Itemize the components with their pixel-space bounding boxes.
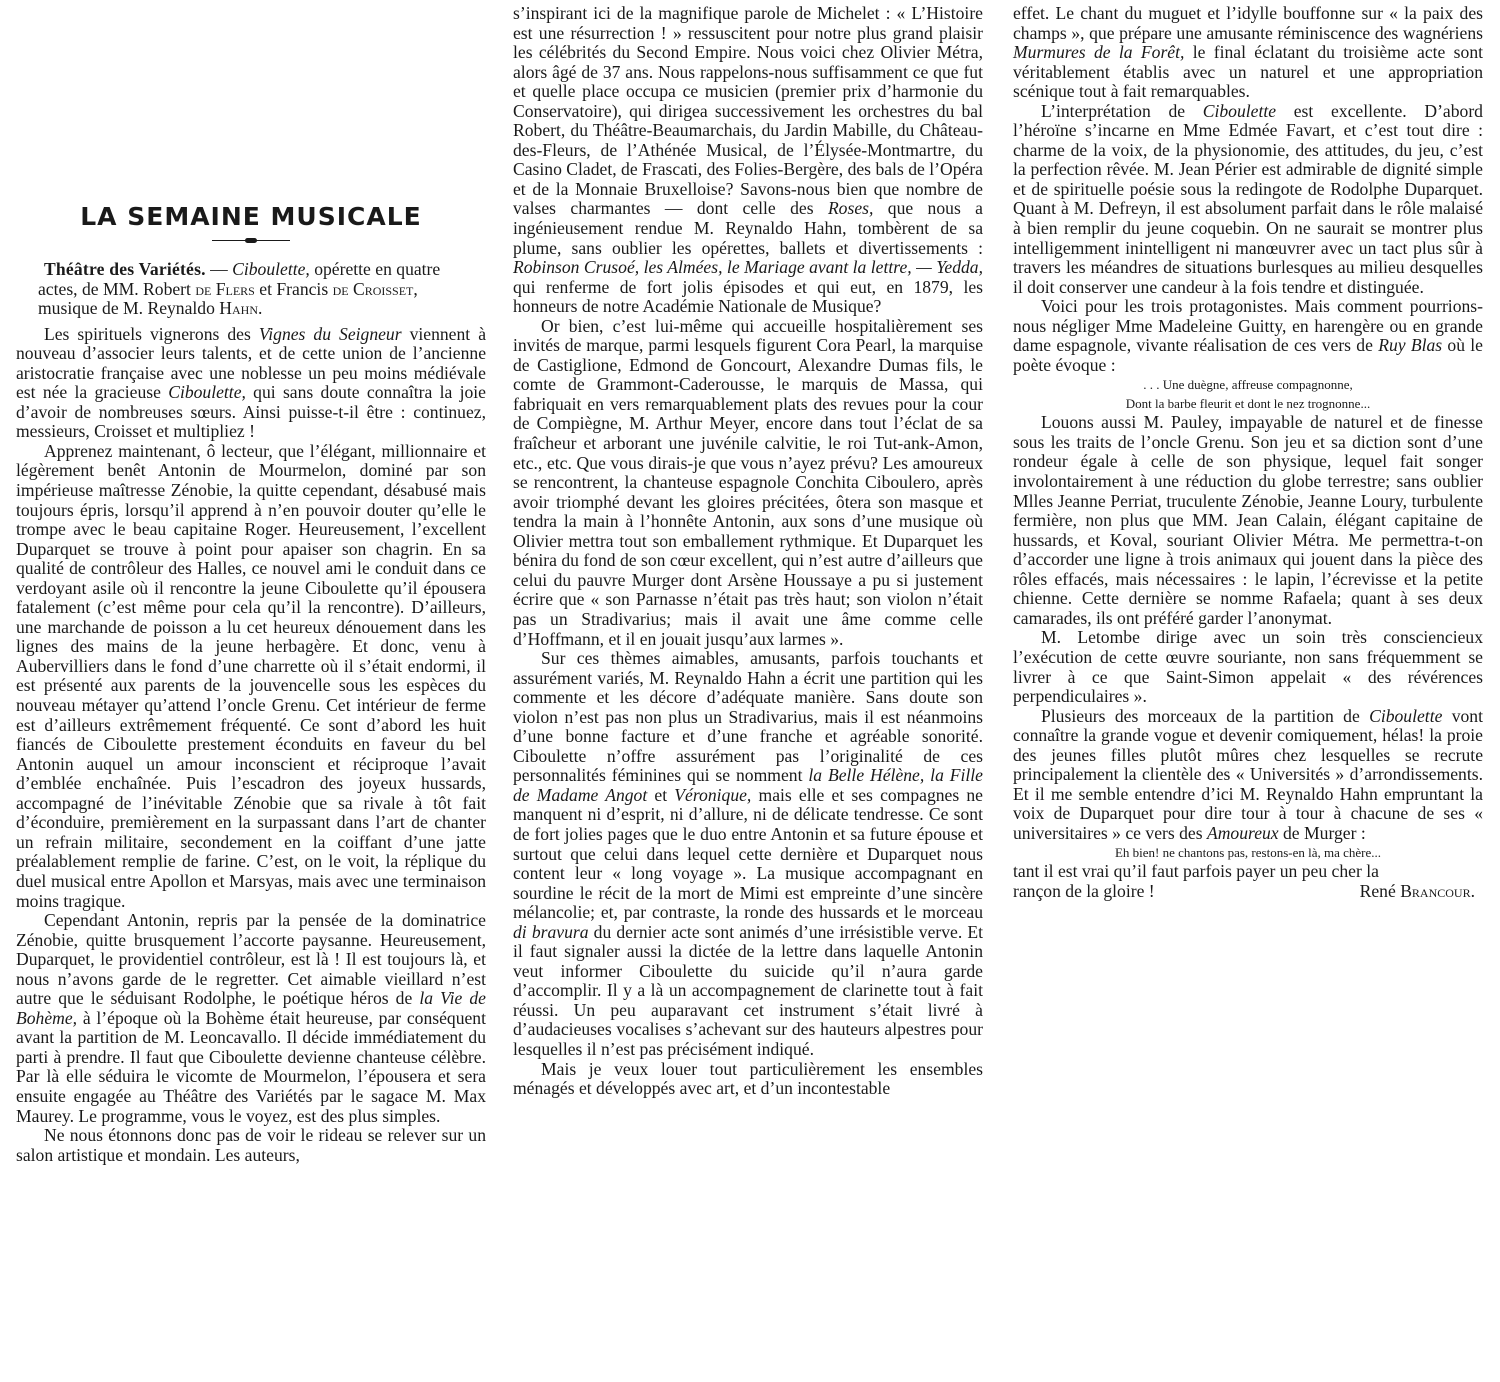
paragraph-closing: tant il est vrai qu’il faut parfois payer un peu cher la	[1013, 861, 1379, 882]
paragraph: Or bien, c’est lui-même qui accueille hospitalièrement ses invités de marque, parmi lesquels figurent Cora Pearl, la marquise de Castiglione, Edmond de Goncourt, Alexandre Dumas fils, le comte de Grammont-Caderousse, le marquis de Massa, qui fabriquait en vers remarquablement plats des revues pour la cour de Compiègne, M. Arthur Meyer, encore dans tout l’éclat de sa fraîcheur et arborant une juvénile calvitie, le roi Tut-ank-Amon, etc., etc. Que vous dirais-je que vous n’ayez prévu? Les amoureux se rencontrent, la chanteuse espagnole Conchita Ciboulero, après avoir triomphé devant les gloires précitées, ôtera son masque et tendra la main à l’honnête Antonin, aux sons d’une musique où Olivier mettra tout son emballement rythmique. Et Duparquet les bénira du fond de son cœur excellent, qui n’est autre d’ailleurs que celui du pauvre Murger dont Arsène Houssaye a pu si justement écrire que « son Parnasse n’était pas très haut; son violon n’était pas un Stradivarius; mais il avait une âme comme celle d’Hoffmann, et il en jouait jusqu’aux larmes ».	[513, 315, 983, 649]
verse-quote: Eh bien! ne chantons pas, restons-en là, ma chère...	[1114, 845, 1382, 861]
theatre-name: Théâtre des Variétés.	[44, 259, 206, 279]
paragraph: Les spirituels vignerons des Vignes du Seigneur viennent à nouveau d’associer leurs talents, et de cette union de l’ancienne aristocratie française avec une noblesse un peu moins médiévale est née la gracieuse Ciboulette, qui sans doute connaîtra la joie d’avoir de nombreuses sœurs. Ainsi puisse-t-il être : continuez, messieurs, Croisset et multipliez !	[16, 323, 487, 442]
verse-quote: . . . Une duègne, affreuse compagnonne, Dont la barbe fleurit et dont le nez trognonne...	[1125, 377, 1371, 412]
paragraph: Apprenez maintenant, ô lecteur, que l’élégant, millionnaire et légèrement benêt Antonin de Mourmelon, dominé par son impérieuse maîtresse Zénobie, la quitte cependant, désabusé mais toujours épris, lorsqu’il apprend à n’en pouvoir douter qu’elle le trompe avec le beau capitaine Roger. Heureusement, l’excellent Duparquet se trouve à point pour apaiser son chagrin. En sa qualité de contrôleur des Halles, ce nouvel ami le conduit dans ce verdoyant asile où il rencontre la jeune Ciboulette qu’il épousera fatalement (c’est même pour cela qu’il la rencontre). D’ailleurs, une marchande de poisson a lu cet heureux dénouement dans les lignes des mains de la jeune herbagère. Et donc, venu à Aubervilliers dans le fond d’une charrette où il s’était endormi, il est présenté aux parents de la jouvencelle sous les espèces du nouveau métayer qu’attend l’oncle Grenu. Cet intérieur de ferme est d’ailleurs extrêmement fréquenté. Ce sont d’abord les huit fiancés de Ciboulette prestement éconduits en faveur du bel Antonin auquel un amour inconscient et réciproque l’avait d’emblée enchaînée. Puis l’escadron des joyeux hussards, accompagné de l’inévitable Zénobie que sa rivale à tôt fait d’éconduire, premièrement en la surpassant dans l’art de chanter un refrain militaire, secondement en la coiffant d’une jatte préalablement remplie de farine. C’est, on le voit, la réplique du duel musical entre Apollon et Marsyas, mais avec une terminaison moins tragique.	[16, 440, 486, 911]
column-3	[1013, 4, 1483, 902]
paragraph: L’interprétation de Ciboulette est excellente. D’abord l’héroïne s’incarne en Mme Edmée Favart, et c’est tout dire : charme de la voix, de la physionomie, des attitudes, du jeu, c’est la perfection rêvée. M. Jean Périer est admirable de dignité simple et de spirituelle poésie sous la redingote de Rodolphe Duparquet. Quant à M. Defreyn, il est absolument parfait dans le rôle malaisé à bien remplir du jeune coquebin. On ne saurait se montrer plus intelligemment inintelligent ni manœuvrer avec un tact plus sûr à travers les méandres de situations burlesques au milieu desquelles il doit conserver une candeur à la fois tendre et distinguée.	[1013, 100, 1483, 297]
paragraph: s’inspirant ici de la magnifique parole de Michelet : « L’Histoire est une résurrection ! » ressuscitent pour notre plus grand plaisir les célébrités du Second Empire. Nous voici chez Olivier Métra, alors âgé de 37 ans. Nous rappelons-nous suffisamment ce que fut et quelle place occupa ce musicien (premier prix d’harmonie du Conservatoire), qui dirigea successivement les orchestres du bal Robert, du Théâtre-Beaumarchais, du Jardin Mabille, du Château-des-Fleurs, de l’Athénée Musical, de l’Élysée-Montmartre, du Casino Cladet, de Frascati, des Folies-Bergère, des bals de l’Opéra et de la Monnaie Bruxelloise? Savons-nous bien que nombre de valses charmantes — dont celle des Roses, que nous a ingénieusement rendue M. Reynaldo Hahn, tombèrent de sa plume, sans oublier les opérettes, ballets et divertissements : Robinson Crusoé, les Almées, le Mariage avant la lettre, — Yedda, qui renferme de fort jolis épisodes et qui eut, en 1879, les honneurs de notre Académie Nationale de Musique?	[513, 3, 983, 317]
column-2	[513, 4, 983, 1099]
title-ornament	[212, 236, 290, 246]
author-signature: René Brancour.	[1359, 880, 1475, 901]
signature-line: rançon de la gloire ! René Brancour.	[1013, 882, 1483, 902]
article-heading-credits: actes, de MM. Robert de Flers et Francis de Croisset, musique de M. Reynaldo Hahn.	[38, 278, 418, 319]
paragraph: Louons aussi M. Pauley, impayable de naturel et de finesse sous les traits de l’oncle Grenu. Son jeu et sa diction sont d’une rondeur égale à celle de son physique, lequel fait songer involontairement à une réduction du globe terrestre; sans oublier Mlles Jeanne Perriat, truculente Zénobie, Jeanne Loury, turbulente fermière, non plus que MM. Jean Calain, élégant capitaine de hussards, et Koval, souriant Olivier Métra. Me permettra-t-on d’accorder une ligne à trois animaux qui jouent dans la pièce des rôles effacés, mais nécessaires : le lapin, l’écrevisse et la petite chienne. Cette dernière se nomme Rafaela; quant à ses deux camarades, ils ont préféré garder l’anonymat.	[1013, 412, 1483, 628]
paragraph: Cependant Antonin, repris par la pensée de la dominatrice Zénobie, quitte brusquement l’accorte paysanne. Heureusement, Duparquet, le providentiel contrôleur, est là ! Il est toujours là, et nous n’avons garde de le regretter. Cet aimable vieillard n’est autre que le séduisant Rodolphe, le poétique héros de la Vie de Bohème, à l’époque où la Bohème était heureuse, par conséquent avant la partition de M. Leoncavallo. Il décide immédiatement du parti à prendre. Il faut que Ciboulette devienne chanteuse célèbre. Par là elle séduira le vicomte de Mourmelon, l’épousera et sera ensuite engagée au Théâtre des Variétés par le sagace M. Max Maurey. Le programme, vous le voyez, est des plus simples.	[16, 910, 486, 1126]
paragraph: Sur ces thèmes aimables, amusants, parfois touchants et assurément variés, M. Reynaldo Hahn a écrit une partition qui les commente et les décore d’adéquate manière. Sans doute son violon n’est pas non plus un Stradivarius, mais il est néanmoins d’une bonne facture et d’une franche et agréable sonorité. Ciboulette n’offre assurément pas l’originalité de ces personnalités féminines qui se nomment la Belle Hélène, la Fille de Madame Angot et Véronique, mais elle et ses compagnes ne manquent ni d’esprit, ni d’allure, ni de délicate tendresse. Ce sont de fort jolies pages que le duo entre Antonin et sa future épouse et surtout que celui dans lequel cette dernière et Duparquet nous content leur « long voyage ». La musique accompagnant en sourdine le récit de la mort de Mimi est empreinte d’une sincère mélancolie; et, par contraste, la ronde des hussards et le morceau di bravura du dernier acte sont animés d’une irrésistible verve. Et il faut signaler aussi la dictée de la lettre dans laquelle Antonin veut informer Ciboulette du suicide qu’il n’aura garde d’accomplir. Il y a là un accompagnement de clarinette tout à fait réussi. Un peu auparavant cet instrument s’était livré à d’audacieuses vocalises s’achevant sur des hauteurs alpestres pour lesquelles il n’est pas précisément indiqué.	[513, 648, 984, 1059]
paragraph: Ne nous étonnons donc pas de voir le rideau se relever sur un salon artistique et mondain. Les auteurs,	[16, 1125, 486, 1165]
article-heading: Théâtre des Variétés. — Ciboulette, opérette en quatre	[44, 259, 441, 279]
paragraph: effet. Le chant du muguet et l’idylle bouffonne sur « la paix des champs », que prépare une amusante réminiscence des wagnériens Murmures de la Forêt, le final éclatant du troisième acte sont véritablement établis avec un naturel et une appropriation scénique tout à fait remarquables.	[1013, 3, 1484, 102]
paragraph: Mais je veux louer tout particulièrement les ensembles ménagés et développés avec art, et d’un incontestable	[513, 1058, 983, 1099]
column-1	[16, 202, 486, 1165]
paragraph: Plusieurs des morceaux de la partition de Ciboulette vont connaître la grande vogue et devenir comiquement, hélas! la proie des jeunes filles plutôt mûres chez lesquelles se recrute principalement la clientèle des « Universités » d’arrondissements. Et il me semble entendre d’ici M. Reynaldo Hahn empruntant la voix de Duparquet pour dire tour à tour à chacune de ses « universitaires » ce vers des Amoureux de Murger :	[1013, 705, 1483, 843]
article-title: LA SEMAINE MUSICALE	[80, 202, 422, 231]
paragraph: Voici pour les trois protagonistes. Mais comment pourrions-nous négliger Mme Madeleine Guitty, en harengère ou en grande dame espagnole, vivante réalisation de ces vers de Ruy Blas où le poète évoque :	[1013, 296, 1483, 375]
paragraph: M. Letombe dirige avec un soin très consciencieux l’exécution de cette œuvre souriante, non sans fréquemment se livrer à ce que Saint-Simon appelait « des révérences perpendiculaires ».	[1013, 627, 1483, 707]
